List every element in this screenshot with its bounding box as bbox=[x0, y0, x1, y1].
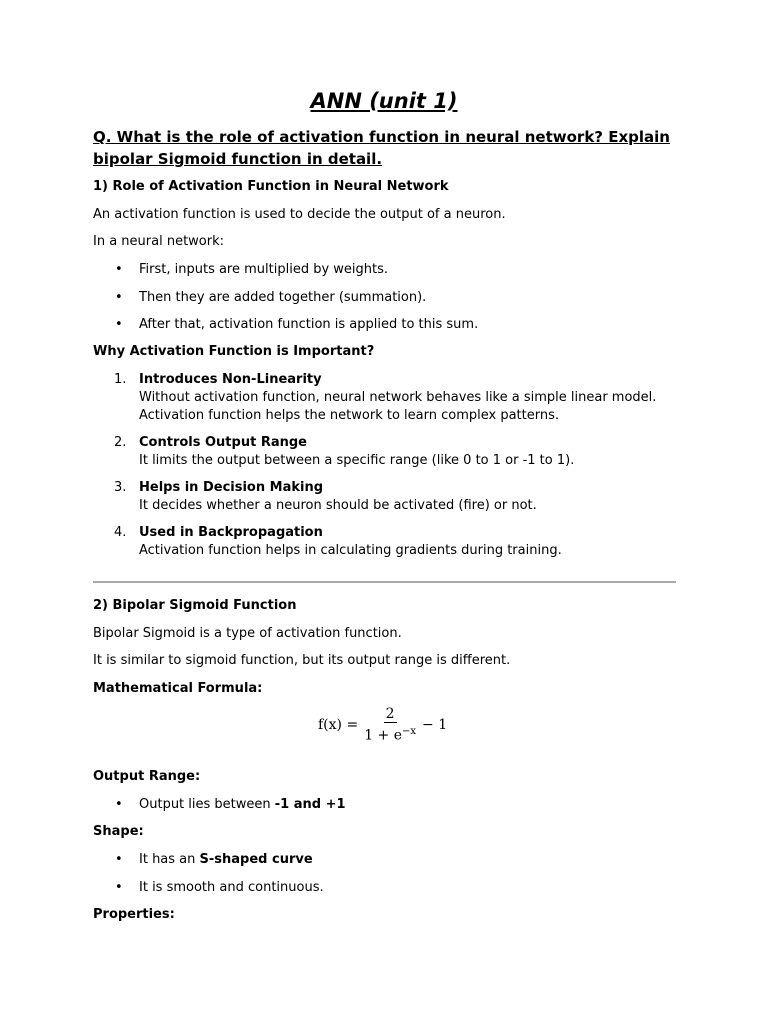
shape-heading: Shape: bbox=[93, 824, 144, 839]
point-text: It limits the output between a specific range (like 0 to 1 or -1 to 1). bbox=[139, 453, 575, 468]
point-text: Activation function helps in calculating gradients during training. bbox=[139, 543, 562, 558]
bipolar-sigmoid-formula bbox=[318, 705, 447, 745]
bullet-glyph: • bbox=[115, 290, 123, 305]
section1-heading: 1) Role of Activation Function in Neural Network bbox=[93, 179, 449, 194]
output-range-text: Output lies between bbox=[139, 797, 275, 812]
formula-tail: − 1 bbox=[422, 717, 448, 733]
bullet-glyph: • bbox=[115, 852, 123, 867]
list-item: Then they are added together (summation). bbox=[139, 290, 427, 305]
bullet-glyph: • bbox=[115, 880, 123, 895]
list-item: First, inputs are multiplied by weights. bbox=[139, 262, 389, 277]
why-important-heading: Why Activation Function is Important? bbox=[93, 344, 375, 359]
point-title: Controls Output Range bbox=[139, 435, 307, 450]
point-number: 1. bbox=[114, 372, 127, 387]
formula-numerator: 2 bbox=[385, 705, 395, 722]
question-heading: Q. What is the role of activation function in neural network? Explain bipolar Sigmoid function in detail. bbox=[93, 128, 670, 168]
document-title: ANN (unit 1) bbox=[310, 89, 458, 113]
section2-paragraph-2: It is similar to sigmoid function, but its output range is different. bbox=[93, 653, 511, 668]
section1-paragraph-2: In a neural network: bbox=[93, 234, 225, 249]
point-text: Activation function helps the network to learn complex patterns. bbox=[139, 408, 559, 423]
list-item: After that, activation function is applied to this sum. bbox=[139, 317, 479, 332]
shape-text: It has an bbox=[139, 852, 200, 867]
formula-exponent: −x bbox=[402, 725, 417, 737]
point-number: 3. bbox=[114, 480, 127, 495]
list-item: It is smooth and continuous. bbox=[139, 880, 324, 895]
formula-lhs: f(x) = bbox=[318, 717, 359, 733]
section1-paragraph-1: An activation function is used to decide the output of a neuron. bbox=[93, 207, 506, 222]
point-title: Used in Backpropagation bbox=[139, 525, 323, 540]
point-title: Helps in Decision Making bbox=[139, 480, 324, 495]
bullet-glyph: • bbox=[115, 797, 123, 812]
formula-denominator-base: 1 + e bbox=[364, 727, 403, 744]
point-text: Without activation function, neural network behaves like a simple linear model. bbox=[139, 390, 657, 405]
list-item bbox=[139, 851, 313, 868]
horizontal-divider bbox=[93, 581, 676, 583]
point-title: Introduces Non-Linearity bbox=[139, 372, 322, 387]
point-text: It decides whether a neuron should be activated (fire) or not. bbox=[139, 498, 537, 513]
section2-paragraph-1: Bipolar Sigmoid is a type of activation function. bbox=[93, 626, 402, 641]
point-number: 2. bbox=[114, 435, 127, 450]
output-range-value: -1 and +1 bbox=[274, 797, 346, 812]
section2-heading: 2) Bipolar Sigmoid Function bbox=[93, 598, 297, 613]
properties-heading: Properties: bbox=[93, 907, 175, 922]
formula-heading: Mathematical Formula: bbox=[93, 681, 263, 696]
bullet-glyph: • bbox=[115, 262, 123, 277]
bullet-glyph: • bbox=[115, 317, 123, 332]
formula-denominator bbox=[362, 723, 418, 745]
output-range-heading: Output Range: bbox=[93, 769, 201, 784]
shape-value: S-shaped curve bbox=[199, 852, 313, 867]
formula-fraction bbox=[362, 706, 418, 745]
list-item bbox=[139, 796, 346, 813]
point-number: 4. bbox=[114, 525, 127, 540]
